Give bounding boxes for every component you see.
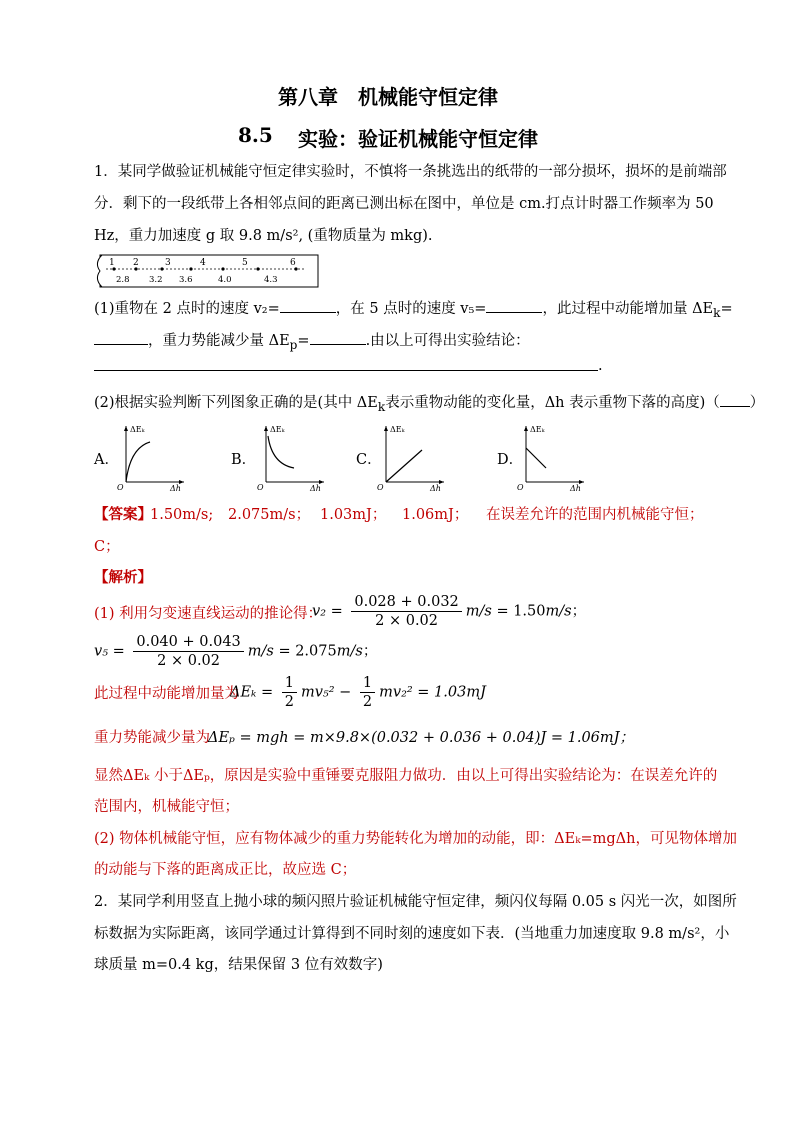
formula-denominator: 2 (362, 694, 373, 710)
paper-tape-figure (92, 253, 322, 289)
q1-part1-text-d-end: = (297, 333, 310, 349)
section-title: 实验：验证机械能守恒定律 (298, 127, 538, 151)
analysis-line1-text: (1) 利用匀变速直线运动的推论得： (94, 606, 323, 622)
graph-y-label: ΔEₖ (390, 425, 405, 434)
graph-line (526, 448, 546, 468)
analysis-v2-formula (312, 593, 586, 630)
q1-part1-text-c: ，此过程中动能增加量 ΔE (542, 301, 714, 317)
q1-part1-text-c-end: = (720, 301, 733, 317)
q1-part2-close: ） (749, 395, 765, 411)
graph-curve (268, 436, 294, 468)
q1-part2-text-b: 表示重物动能的变化量，Δh 表示重物下落的高度)（ (385, 395, 720, 411)
option-d-graph[interactable] (516, 420, 588, 492)
formula-result: = 1.50 (496, 603, 546, 620)
q1-line1: 1．某同学做验证机械能守恒定律实验时，不慎将一条挑选出的纸带的一部分损坏，损坏的是前端部 (94, 164, 727, 180)
tape-point-label: 5 (242, 258, 248, 268)
answer-dep: 1.06mJ； (402, 507, 469, 523)
graph-x-label: Δh (310, 484, 321, 492)
q1-part2-sub-k: k (377, 399, 386, 414)
answer-label: 【答案】 (94, 506, 152, 523)
tape-dot (189, 267, 192, 270)
option-c-label[interactable]: C． (356, 452, 382, 468)
tape-gap-label: 3.2 (149, 275, 163, 285)
graph-x-label: Δh (430, 484, 441, 492)
analysis-line7: (2) 物体机械能守恒，应有物体减少的重力势能转化为增加的动能，即：ΔEₖ=mgΔh，可见物体增加 (94, 831, 737, 847)
q2-line1: 2．某同学利用竖直上抛小球的频闪照片验证机械能守恒定律，频闪仪每隔 0.05 s 闪光一次，如图所 (94, 894, 737, 910)
graph-y-label: ΔEₖ (270, 425, 285, 434)
answer-blank-v5[interactable] (486, 298, 542, 313)
graph-origin: O (257, 483, 264, 492)
tape-point-label: 1 (109, 258, 115, 268)
formula-end: ； (571, 603, 587, 620)
chapter-title: 第八章 机械能守恒定律 (278, 85, 498, 109)
q1-part1-text-d: ，重力势能减少量 ΔE (148, 333, 290, 349)
answer-v5: 2.075m/s； (228, 507, 311, 523)
formula-v5-lhs: v₅ = (94, 643, 125, 660)
analysis-line8: 的动能与下落的距离成正比，故应选 C； (94, 862, 357, 878)
answer-blank-dep[interactable] (310, 330, 366, 345)
tape-gap-label: 2.8 (116, 275, 130, 285)
formula-result: = 2.075 (278, 643, 337, 660)
analysis-dep-formula: ΔEₚ = mgh = m×9.8×(0.032 + 0.036 + 0.04)J = 1.06mJ； (208, 730, 634, 746)
analysis-line3-text: 此过程中动能增加量为 (94, 686, 239, 702)
graph-curve (126, 442, 150, 482)
formula-dek-lhs: ΔEₖ = (230, 684, 274, 701)
formula-v2-fraction (351, 593, 461, 630)
analysis-dek-formula (230, 674, 486, 711)
formula-denominator: 2 × 0.02 (157, 653, 221, 669)
tape-dot (256, 267, 259, 270)
graph-y-label: ΔEₖ (530, 425, 545, 434)
graph-x-label: Δh (170, 484, 181, 492)
formula-numerator: 1 (360, 674, 375, 693)
graph-x-label: Δh (570, 484, 581, 492)
q2-line2: 标数据为实际距离，该同学通过计算得到不同时刻的速度如下表．(当地重力加速度取 9.8 m/s²，小 (94, 926, 730, 942)
formula-half (282, 674, 297, 711)
option-b-label[interactable]: B． (231, 452, 257, 468)
option-a-graph[interactable] (116, 420, 188, 492)
graph-y-label: ΔEₖ (130, 425, 145, 434)
q1-part2-line (94, 392, 764, 417)
tape-dot (160, 267, 163, 270)
formula-half (360, 674, 375, 711)
tape-gap-label: 3.6 (179, 275, 193, 285)
analysis-v5-formula (94, 633, 377, 670)
option-b-graph[interactable] (256, 420, 328, 492)
q1-part1-sub-p: p (289, 337, 298, 352)
graph-origin: O (377, 483, 384, 492)
answer-conclusion: 在误差允许的范围内机械能守恒； (486, 507, 704, 523)
q1-part1-line2 (94, 330, 530, 355)
tape-point-label: 2 (133, 258, 139, 268)
answer-blank-choice[interactable] (720, 392, 750, 407)
tape-gap-label: 4.0 (218, 275, 232, 285)
section-number: 8.5 (238, 123, 273, 147)
tape-point-label: 6 (290, 258, 296, 268)
formula-numerator: 1 (282, 674, 297, 693)
analysis-line6: 范围内，机械能守恒； (94, 799, 239, 815)
tape-point-label: 4 (200, 258, 206, 268)
formula-denominator: 2 × 0.02 (375, 613, 439, 629)
answer-dek: 1.03mJ； (320, 507, 387, 523)
q1-line3: Hz，重力加速度 g 取 9.8 m/s², (重物质量为 mkg). (94, 228, 433, 244)
q1-part2-text: (2)根据实验判断下列图象正确的是(其中 ΔE (94, 395, 378, 411)
option-d-label[interactable]: D． (497, 452, 524, 468)
formula-end: ； (362, 643, 378, 660)
formula-numerator: 0.028 + 0.032 (351, 593, 461, 612)
option-a-label[interactable]: A． (94, 452, 119, 468)
graph-origin: O (117, 483, 124, 492)
formula-numerator: 0.040 + 0.043 (133, 633, 243, 652)
formula-denominator: 2 (284, 694, 294, 710)
q2-line3: 球质量 m=0.4 kg，结果保留 3 位有效数字) (94, 957, 383, 973)
answer-blank-v2[interactable] (280, 298, 336, 313)
formula-v5-fraction (133, 633, 243, 670)
option-c-graph[interactable] (376, 420, 448, 492)
formula-unit: m/s (545, 603, 572, 620)
formula-mv5: mv₅² − (300, 684, 352, 701)
answer-blank-conclusion[interactable] (94, 370, 598, 371)
tape-point-label: 3 (165, 258, 171, 268)
q1-part1-text-b: ，在 5 点时的速度 v₅= (335, 301, 487, 317)
graph-origin: O (517, 483, 524, 492)
formula-unit: m/s (465, 603, 492, 620)
tape-gap-label: 4.3 (264, 275, 278, 285)
analysis-line5: 显然ΔEₖ 小于ΔEₚ，原因是实验中重锤要克服阻力做功．由以上可得出实验结论为：在误差允许的 (94, 768, 718, 784)
analysis-line4-text: 重力势能减少量为 (94, 730, 210, 746)
q1-part1-sub-k: k (713, 305, 721, 320)
q1-part1-text-e: .由以上可得出实验结论： (365, 333, 530, 349)
tape-dot (221, 267, 224, 270)
q1-part1-end: . (598, 358, 603, 374)
q1-line2: 分．剩下的一段纸带上各相邻点间的距离已测出标在图中，单位是 cm.打点计时器工作频率为 50 (94, 196, 714, 212)
formula-v2-lhs: v₂ = (312, 603, 343, 620)
q1-part1-text-a: (1)重物在 2 点时的速度 v₂= (94, 301, 280, 317)
answer-choice: C； (94, 539, 120, 555)
answer-v2: 1.50m/s; (150, 507, 214, 523)
formula-unit: m/s (247, 643, 274, 660)
formula-unit: m/s (336, 643, 363, 660)
graph-line (386, 450, 422, 482)
q1-part1-line1 (94, 298, 733, 323)
analysis-label: 【解析】 (94, 569, 152, 586)
answer-blank-dek[interactable] (94, 330, 148, 345)
formula-mv2: mv₂² = 1.03mJ (379, 684, 486, 701)
